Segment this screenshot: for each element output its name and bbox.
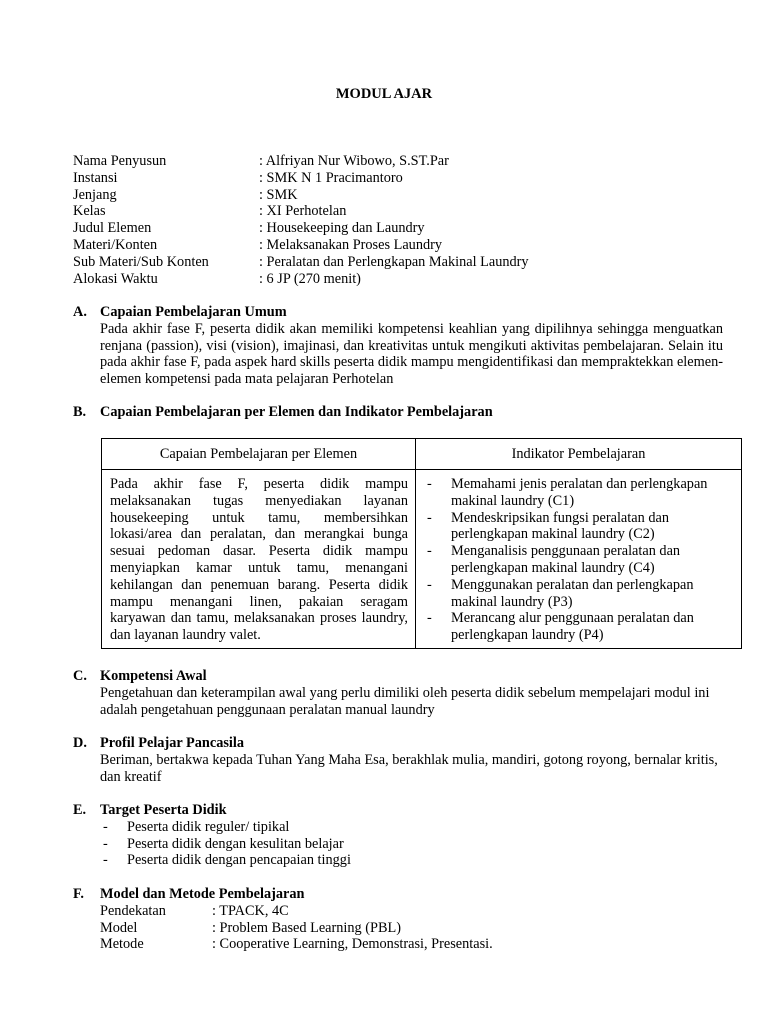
meta-label: Instansi	[73, 169, 118, 186]
meta-row	[73, 254, 723, 271]
meta-value: : 6 JP (270 menit)	[259, 270, 361, 287]
section-letter: A.	[73, 304, 87, 320]
list-item	[103, 819, 723, 836]
bullet-dash: -	[103, 818, 108, 835]
section-title: Capaian Pembelajaran per Elemen dan Indikator Pembelajaran	[100, 404, 493, 420]
list-item	[427, 577, 737, 611]
section-b	[73, 404, 723, 421]
list-item-text: Peserta didik reguler/ tipikal	[127, 818, 290, 835]
section-heading	[73, 802, 723, 819]
method-label: Metode	[100, 936, 144, 953]
section-title: Target Peserta Didik	[100, 802, 227, 818]
meta-row	[73, 170, 723, 187]
section-title: Kompetensi Awal	[100, 668, 207, 684]
section-a	[73, 304, 723, 388]
bullet-dash: -	[427, 476, 432, 492]
section-heading	[73, 735, 723, 752]
section-f	[73, 886, 723, 953]
meta-label: Materi/Konten	[73, 236, 158, 253]
meta-value: : SMK N 1 Pracimantoro	[259, 169, 403, 186]
section-e	[73, 802, 723, 869]
section-letter: E.	[73, 802, 87, 818]
section-title: Profil Pelajar Pancasila	[100, 735, 245, 751]
list-item	[103, 836, 723, 853]
meta-value: : Peralatan dan Perlengkapan Makinal Laundry	[259, 253, 529, 270]
indicator-text: Mendeskripsikan fungsi peralatan dan perlengkapan makinal laundry (C2)	[451, 509, 669, 543]
section-c	[73, 668, 723, 718]
section-heading	[73, 404, 723, 421]
meta-value: : XI Perhotelan	[259, 203, 347, 220]
section-d	[73, 735, 723, 785]
section-letter: C.	[73, 668, 87, 684]
indicator-text: Menganalisis penggunaan peralatan dan perlengkapan makinal laundry (C4)	[451, 543, 681, 576]
list-item	[427, 476, 737, 510]
meta-value: : Alfriyan Nur Wibowo, S.ST.Par	[259, 153, 449, 169]
competency-text: Pada akhir fase F, peserta didik mampu melaksanakan tugas menyediakan layanan housekeeping untuk tamu, membersihkan lokasi/area dan peralatan, dan merangkai bunga sesuai pedoman dasar. Peserta didik mampu menyiapkan kamar untuk tamu, menangani kehilangan dan penemuan barang. Peserta didik mampu menangani linen, pakaian seragam karyawan dan tamu, melaksanakan proses laundry, dan layanan laundry valet.	[102, 470, 416, 649]
indicator-text: Menggunakan peralatan dan perlengkapan makinal laundry (P3)	[451, 576, 694, 610]
method-row	[100, 920, 723, 937]
meta-row	[73, 271, 723, 288]
section-body: Pengetahuan dan keterampilan awal yang perlu dimiliki oleh peserta didik sebelum mempelajari modul ini adalah pengetahuan penggunaan peralatan manual laundry	[100, 684, 710, 718]
method-value: : Cooperative Learning, Demonstrasi, Presentasi.	[212, 936, 493, 953]
list-item	[427, 510, 737, 544]
bullet-dash: -	[427, 509, 432, 526]
table-header-row	[102, 439, 742, 470]
meta-label: Alokasi Waktu	[73, 270, 158, 287]
list-item	[427, 543, 737, 577]
list-item	[427, 610, 737, 644]
method-row	[100, 936, 723, 953]
table-row	[102, 470, 742, 649]
section-body: Beriman, bertakwa kepada Tuhan Yang Maha Esa, berakhlak mulia, mandiri, gotong royong, bernalar kritis, dan kreatif	[100, 751, 718, 785]
method-label: Model	[100, 919, 138, 936]
method-value: : TPACK, 4C	[212, 902, 289, 919]
bullet-dash: -	[427, 610, 432, 627]
method-label: Pendekatan	[100, 902, 166, 919]
table-header-cell: Capaian Pembelajaran per Elemen	[102, 439, 416, 470]
method-row	[100, 903, 723, 920]
bullet-dash: -	[103, 852, 108, 869]
section-heading	[73, 668, 723, 685]
section-letter: B.	[73, 404, 87, 420]
bullet-dash: -	[427, 543, 432, 560]
section-heading	[73, 304, 723, 321]
meta-row	[73, 220, 723, 237]
bullet-dash: -	[427, 576, 432, 593]
bullet-dash: -	[103, 835, 108, 852]
section-title: Capaian Pembelajaran Umum	[100, 304, 287, 320]
indicator-text: Memahami jenis peralatan dan perlengkapan makinal laundry (C1)	[451, 476, 708, 509]
meta-label: Jenjang	[73, 186, 117, 203]
meta-row	[73, 153, 723, 170]
list-item-text: Peserta didik dengan pencapaian tinggi	[127, 852, 351, 869]
section-letter: F.	[73, 886, 84, 902]
method-value: : Problem Based Learning (PBL)	[212, 919, 402, 936]
section-body: Pada akhir fase F, peserta didik akan memiliki kompetensi keahlian yang dipilihnya sehingga menguatkan renjana (passion), visi (vision), imajinasi, dan kreativitas untuk mengikuti aktivitas pembelajaran. Selain itu pada akhir fase F, pada aspek hard skills peserta didik mampu mengidentifikasi dan mempraktekkan elemen-elemen kompetensi pada mata pelajaran Perhotelan	[100, 320, 723, 388]
meta-value: : Housekeeping dan Laundry	[259, 220, 425, 237]
section-heading	[73, 886, 723, 903]
section-title: Model dan Metode Pembelajaran	[100, 886, 305, 902]
document-title: MODUL AJAR	[335, 86, 433, 102]
meta-label: Nama Penyusun	[73, 153, 167, 169]
identity-block	[73, 153, 723, 287]
competency-table	[101, 438, 742, 649]
indicator-list	[416, 470, 742, 649]
indicator-text: Merancang alur penggunaan peralatan dan perlengkapan laundry (P4)	[451, 610, 694, 644]
table-header-cell: Indikator Pembelajaran	[416, 439, 742, 470]
meta-row	[73, 203, 723, 220]
meta-value: : Melaksanakan Proses Laundry	[259, 236, 443, 253]
list-item	[103, 852, 723, 869]
meta-label: Kelas	[73, 203, 106, 220]
meta-label: Sub Materi/Sub Konten	[73, 253, 209, 270]
meta-value: : SMK	[259, 186, 298, 203]
section-letter: D.	[73, 735, 87, 751]
meta-row	[73, 237, 723, 254]
list-item-text: Peserta didik dengan kesulitan belajar	[127, 835, 344, 852]
meta-label: Judul Elemen	[73, 220, 152, 237]
meta-row	[73, 187, 723, 204]
